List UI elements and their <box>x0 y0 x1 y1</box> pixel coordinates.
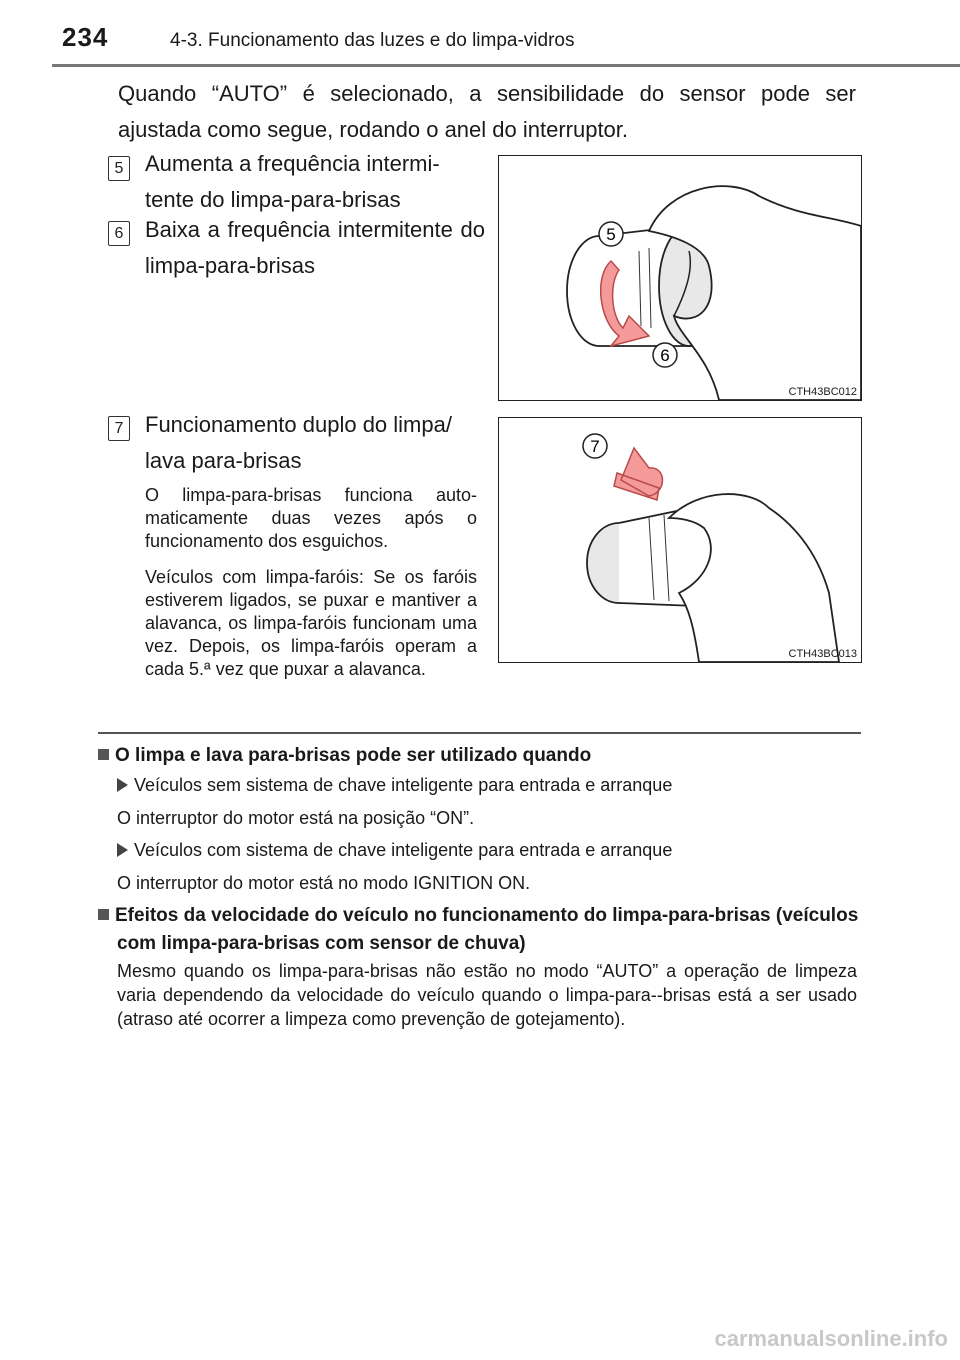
item-7-description-1: O limpa-para-brisas funciona auto-maticamente duas vezes após o funcionamento dos esguichos. <box>145 485 477 551</box>
item-5-text: Aumenta a frequência intermi-tente do limpa-para-brisas <box>145 151 440 212</box>
wiper-ring-illustration <box>499 156 861 400</box>
note-1-bullet-2-text: Veículos com sistema de chave inteligente para entrada e arranque <box>134 840 673 860</box>
note-1-bullet-2 <box>117 838 857 862</box>
note-1-text-2: O interruptor do motor está no modo IGNITION ON. <box>117 873 531 893</box>
note-1-bullet-1 <box>117 773 857 797</box>
watermark: carmanualsonline.info <box>714 1326 948 1351</box>
item-6-text: Baixa a frequência intermitente do limpa-para-brisas <box>145 217 485 278</box>
figure-label-6: 6 <box>660 346 670 365</box>
item-7-description-2: Veículos com limpa-faróis: Se os faróis estiverem ligados, se puxar e mantiver a alavanca, os limpa-faróis funcionam uma vez. Depois, os limpa-faróis operam a cada 5.ª vez que puxar a alavanca. <box>145 567 477 679</box>
note-heading-2-text: Efeitos da velocidade do veículo no funcionamento do limpa-para-brisas (veículos com limpa-para-brisas com sensor de chuva) <box>115 905 859 954</box>
triangle-bullet-icon <box>117 843 128 857</box>
item-number-7: 7 <box>108 416 130 441</box>
figure-code: CTH43BC013 <box>788 648 857 660</box>
figure-code: CTH43BC012 <box>788 386 857 398</box>
figure-wiper-ring <box>498 155 862 401</box>
item-7-text: Funcionamento duplo do limpa/ lava para-brisas <box>145 412 452 473</box>
note-heading-1 <box>98 742 858 770</box>
note-1-text-1: O interruptor do motor está na posição “ON”. <box>117 808 475 828</box>
wiper-pull-illustration <box>499 418 861 662</box>
square-bullet-icon <box>98 909 109 920</box>
item-number-6: 6 <box>108 221 130 246</box>
square-bullet-icon <box>98 749 109 760</box>
header-rule <box>52 64 960 67</box>
figure-label-7: 7 <box>590 437 600 456</box>
note-1-bullet-1-text: Veículos sem sistema de chave inteligente para entrada e arranque <box>134 775 673 795</box>
page-number: 234 <box>62 22 109 52</box>
note-2-text: Mesmo quando os limpa-para-brisas não estão no modo “AUTO” a operação de limpeza varia dependendo da velocidade do veículo quando o limpa-para--brisas está a ser usado (atraso até ocorrer a limpeza como prevenção de gotejamento). <box>117 961 857 1029</box>
section-title: 4-3. Funcionamento das luzes e do limpa-vidros <box>170 30 575 51</box>
item-number-5: 5 <box>108 156 130 181</box>
figure-label-5: 5 <box>606 225 616 244</box>
note-heading-2 <box>98 902 860 958</box>
triangle-bullet-icon <box>117 778 128 792</box>
intro-paragraph: Quando “AUTO” é selecionado, a sensibilidade do sensor pode ser ajustada como segue, rodando o anel do interruptor. <box>118 81 856 142</box>
note-heading-1-text: O limpa e lava para-brisas pode ser utilizado quando <box>115 745 592 766</box>
section-divider <box>98 732 861 734</box>
figure-wiper-pull <box>498 417 862 663</box>
